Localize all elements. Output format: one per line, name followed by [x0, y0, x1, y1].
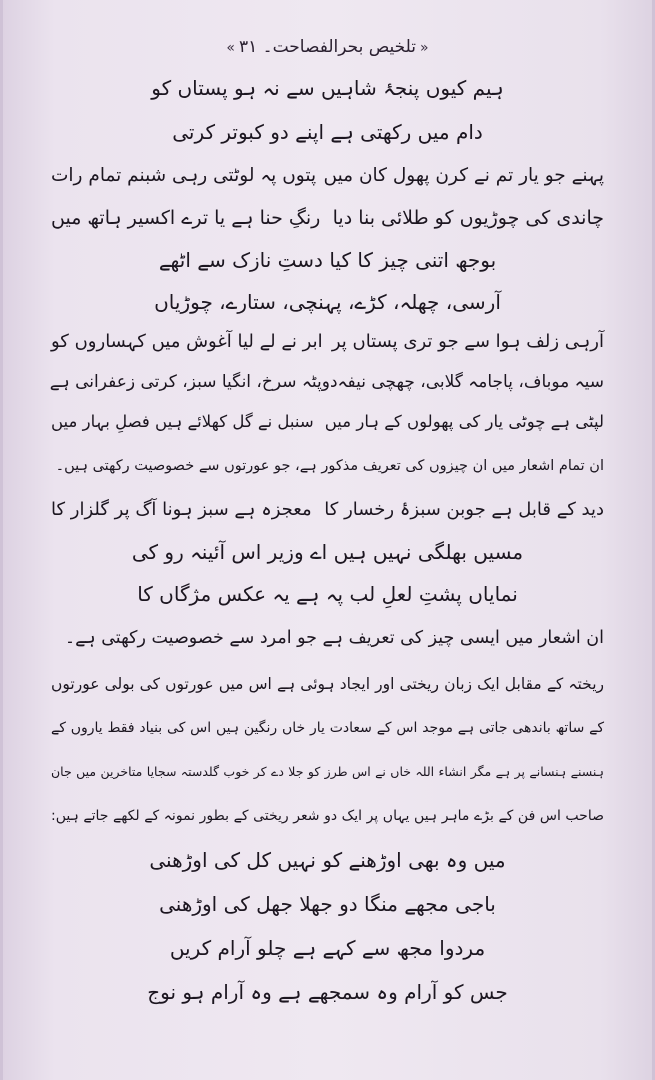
couplet-first-hemistich: سیہ موباف، پاجامہ گلابی، چھچی نیفہ — [337, 372, 604, 392]
verse-line: آرسی، چھلہ، کڑے، پہنچی، ستارے، چوڑیاں — [154, 290, 501, 314]
couplet-row — [51, 156, 604, 196]
couplet-row — [51, 490, 604, 530]
couplet-first-hemistich: لپٹی ہے چوٹی یار کی پھولوں کے ہار میں — [324, 412, 604, 431]
verse-line: مسیں بھلگی نہیں ہیں اے وزیر اس آئینہ رو کی — [131, 540, 524, 564]
couplet-row — [51, 198, 604, 238]
verse-line: میں وہ بھی اوڑھنے کو نہیں کل کی اوڑھنی — [149, 848, 506, 872]
verse-line: بوجھ اتنی چیز کا کیا دستِ نازک سے اٹھے — [158, 248, 497, 272]
couplet-row — [51, 362, 604, 402]
couplet-first-hemistich: آرہی زلف ہوا سے جو تری پستاں پر — [331, 331, 604, 352]
couplet-second-hemistich: پتوں پہ لوٹتی رہی شبنم تمام رات — [51, 165, 317, 186]
couplet-row — [51, 402, 604, 442]
couplet-second-hemistich: سنبل نے گل کھلائے ہیں فصلِ بہار میں — [51, 412, 314, 431]
verse-line: نمایاں پشتِ لعلِ لب پہ ہے یہ عکس مژگاں کا — [137, 582, 518, 606]
commentary-line: ان اشعار میں ایسی چیز کی تعریف ہے جو امرد سے خصوصیت رکھتی ہے۔ — [64, 628, 604, 648]
couplet-second-hemistich: رنگِ حنا ہے یا ترے اکسیر ہاتھ میں — [51, 207, 321, 229]
couplet-first-hemistich: پہنے جو یار تم نے کرن پھول کان میں — [323, 165, 604, 186]
paragraph-line: ہنسنے ہنسانے پر ہے مگر انشاء اللہ خاں نے اس طرز کو جلا دے کر خوب گلدستہ سجایا متاخرین میں جان — [51, 764, 604, 779]
paragraph-line: ریختہ کے مقابل ایک زبان ریختی اور ایجاد ہوئی ہے اس میں عورتوں کی بولی عورتوں — [51, 675, 604, 693]
verse-line: ہیم کیوں پنجۂ شاہیں سے نہ ہو پستاں کو — [151, 76, 504, 100]
commentary-line: ان تمام اشعار میں ان چیزوں کی تعریف مذکور ہے، جو عورتوں سے خصوصیت رکھتی ہیں۔ — [55, 458, 604, 474]
verse-line: دام میں رکھتی ہے اپنے دو کبوتر کرتی — [172, 120, 483, 144]
verse-line: جس کو آرام وہ سمجھے ہے وہ آرام ہو نوج — [147, 980, 508, 1004]
header-ornament-right: « — [420, 40, 429, 56]
couplet-second-hemistich: دوپٹہ سرخ، انگیا سبز، کرتی زعفرانی ہے — [49, 372, 338, 392]
paragraph-line: صاحب اس فن کے بڑے ماہر ہیں یہاں پر ایک دو شعر ریختی کے بطور نمونہ کے لکھے جاتے ہیں: — [51, 808, 604, 824]
paragraph-line: کے ساتھ باندھی جاتی ہے موجد اس کے سعادت یار خاں رنگین ہیں اس کی بنیاد فقط یاروں کے — [51, 720, 604, 736]
couplet-first-hemistich: دید کے قابل ہے جوبن سبزۂ رخسار کا — [324, 499, 604, 520]
verse-line: مردوا مجھ سے کہے ہے چلو آرام کریں — [169, 936, 486, 960]
header-title: تلخیص بحرالفصاحت۔ ۳۱ — [238, 37, 417, 57]
page-header — [3, 36, 652, 57]
header-ornament-left: » — [226, 40, 235, 56]
couplet-first-hemistich: چاندی کی چوڑیوں کو طلائی بنا دیا — [332, 207, 604, 229]
couplet-second-hemistich: ابر نے لے لیا آغوش میں کہساروں کو — [51, 331, 323, 352]
couplet-second-hemistich: معجزہ ہے سبز ہونا آگ پر گلزار کا — [51, 499, 312, 520]
verse-line: باجی مجھے منگا دو جھلا جھل کی اوڑھنی — [159, 892, 496, 916]
couplet-row — [51, 322, 604, 362]
